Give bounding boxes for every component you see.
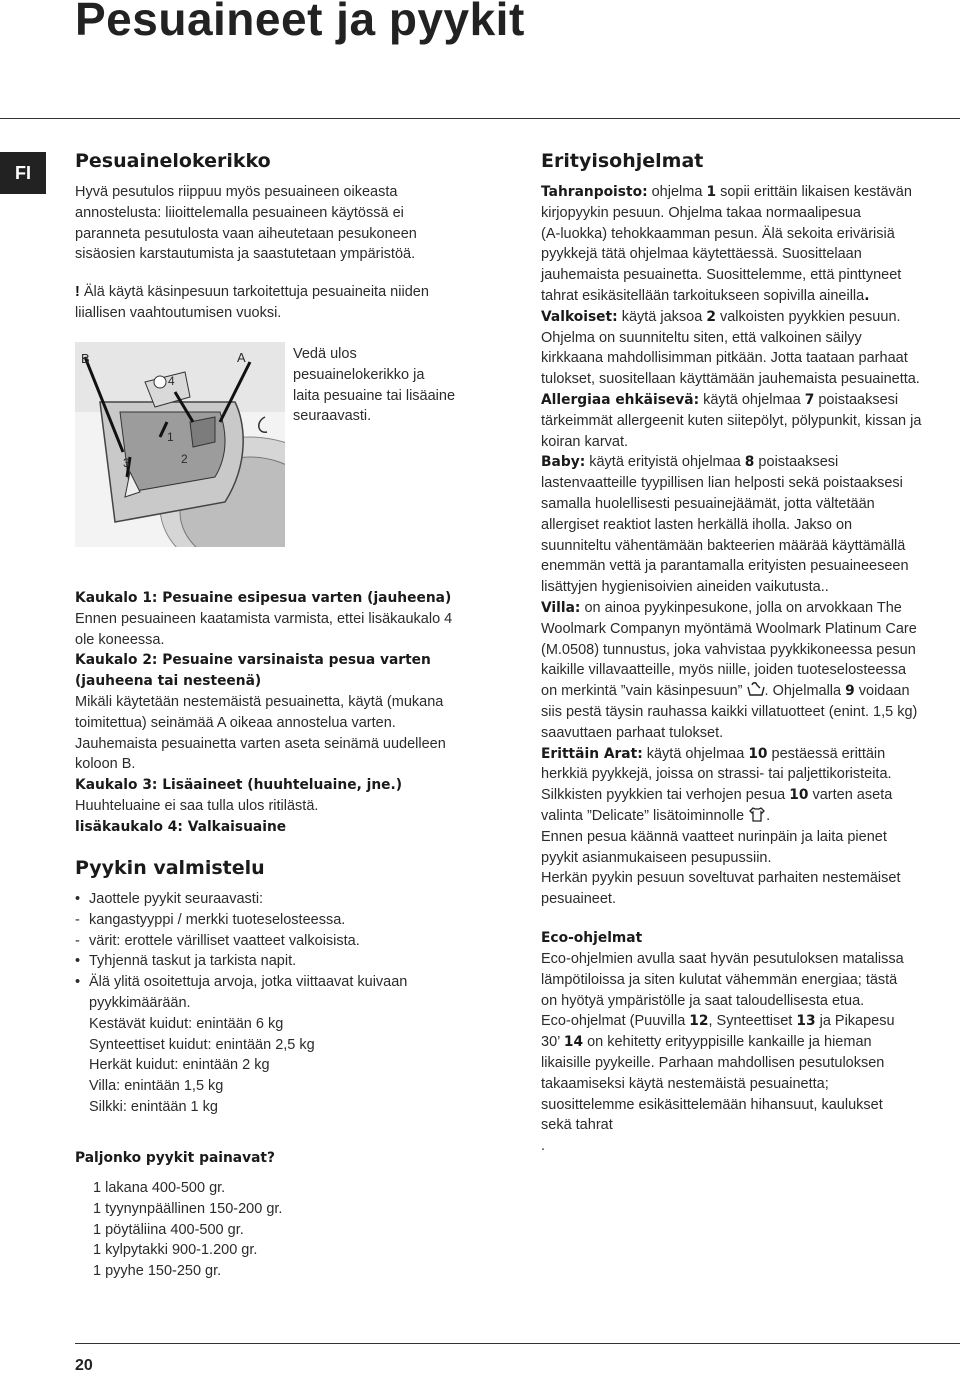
weight-item: 1 tyynynpäällinen 150-200 gr. (93, 1200, 283, 1217)
emphasis-text: 2 (706, 308, 716, 325)
emphasis-text: 10 (789, 787, 809, 804)
list-item (75, 931, 495, 952)
text-line (541, 473, 960, 494)
text-line (541, 390, 960, 411)
emphasis-text: Tahranpoisto: (541, 184, 648, 200)
compartment-2-title: Kaukalo 2: Pesuaine varsinaista pesua varten (75, 652, 431, 669)
body-text: . Ohjelmalla (764, 683, 846, 700)
text-line: annostelusta: liioittelemalla pesuaineen käytössä ei (75, 204, 404, 221)
text-line: pesuainelokerikko ja (293, 366, 425, 383)
body-text: koiran karvat. (541, 433, 629, 450)
emphasis-text: 9 (845, 683, 855, 700)
body-text: Herkän pyykin pesuun soveltuvat parhaiten nestemäiset (541, 870, 901, 887)
figure-label-4: 4 (168, 374, 175, 388)
list-item-text: värit: erottele värilliset vaatteet valkoisista. (89, 932, 360, 949)
delicate-shirt-icon (748, 807, 766, 822)
body-text: herkkiä pyykkejä, joissa on strassi- tai paljettikoristeita. (541, 766, 892, 783)
body-text: Ohjelma on suunniteltu siten, että valkoinen säilyy (541, 329, 862, 346)
list-item (75, 972, 495, 993)
body-text: Eco-ohjelmien avulla saat hyvän pesutuloksen matalissa (541, 951, 904, 967)
body-text: käytä ohjelmaa (642, 745, 749, 762)
body-text: on ainoa pyykinpesukone, jolla on arvokkaan The (580, 599, 902, 616)
list-item (75, 910, 495, 931)
text-line (541, 182, 960, 203)
capacity-line: Silkki: enintään 1 kg (89, 1098, 218, 1115)
text-line (541, 702, 960, 723)
body-text: tärkeimmät allergeenit kuten siitepölyt, pölypunkit, kissan ja (541, 412, 922, 429)
body-text: jauhemaista pesuainetta. Suosittelemme, että pinttyneet (541, 267, 902, 284)
warning-mark: ! (75, 284, 80, 300)
section-heading-laundry-prep: Pyykin valmistelu (75, 857, 265, 879)
figure-caption (293, 344, 483, 427)
weight-item: 1 lakana 400-500 gr. (93, 1180, 226, 1196)
text-line (541, 515, 960, 536)
body-text: saavuttaen parhaat tulokset. (541, 724, 724, 741)
text-line (541, 764, 960, 785)
list-item-text: kangastyyppi / merkki tuoteselosteessa. (89, 911, 346, 928)
body-text: lämpötiloissa ja siten kulutat vähemmän energiaa; tästä (541, 971, 898, 988)
body-text: kirkkaana mahdollisimman pitkään. Jotta taataan parhaat (541, 350, 908, 367)
text-line: Hyvä pesutulos riippuu myös pesuaineen oikeasta (75, 184, 398, 200)
list-item (75, 951, 495, 972)
body-text: 30’ (541, 1034, 564, 1051)
text-line (541, 286, 960, 307)
body-text: on merkintä ”vain käsinpesuun” (541, 683, 747, 700)
text-line: paranneta pesutulosta vaan aiheutetaan pesukoneen (75, 225, 417, 242)
warning-text: Älä käytä käsinpesuun tarkoitettuja pesuaineita niiden (83, 284, 429, 300)
body-text: lisättyjen hygienisoivien aineiden vaikutusta.. (541, 579, 829, 596)
compartment-3-title: Kaukalo 3: Lisäaineet (huuhteluaine, jne.) (75, 777, 403, 794)
text-line (75, 282, 485, 303)
figure-label-1: 1 (167, 430, 174, 444)
body-text: on kehitetty erityyppisille kankaille ja hieman (583, 1034, 872, 1051)
body-text: pestäessä erittäin (767, 745, 886, 762)
emphasis-text: 8 (744, 454, 755, 471)
body-text: , Synteettiset (708, 1013, 797, 1030)
emphasis-text: 7 (804, 391, 815, 408)
body-text: Silkkisten pyykkien tai verhojen pesua (541, 787, 790, 804)
text-line (541, 949, 960, 970)
emphasis-text: Erittäin Arat: (541, 745, 643, 762)
body-text: (A-luokka) tehokkaamman pesun. Älä sekoita erivärisiä (541, 225, 895, 242)
body-text: suunniteltu vähentämään bakteerien määrää käyttämällä (541, 537, 906, 554)
body-text: poistaaksesi (814, 391, 899, 408)
weight-item: 1 kylpytakki 900-1.200 gr. (93, 1242, 258, 1259)
body-text: varten aseta (808, 787, 893, 804)
detergent-drawer-illustration (75, 342, 285, 547)
text-line (541, 432, 960, 453)
list-marker: - (75, 911, 80, 928)
list-item-text: Jaottele pyykit seuraavasti: (89, 891, 264, 907)
text-line (541, 1011, 960, 1032)
body-text: Woolmark Companyn myöntämä Woolmark Platinum Care (541, 620, 917, 637)
body-text: pesuaineet. (541, 891, 616, 908)
page-number: 20 (75, 1357, 93, 1374)
body-text: pyykkejä tätä ohjelmaa käytettäessä. Suosittelaan (541, 246, 862, 263)
section-heading-detergent-drawer: Pesuainelokerikko (75, 150, 271, 172)
section-heading-special-programs: Erityisohjelmat (541, 150, 704, 172)
body-text: sopii erittäin likaisen kestävän (716, 184, 912, 200)
text-line: koloon B. (75, 756, 136, 773)
body-text: (M.0508) tunnustus, joka vahvistaa pyykkikoneessa pesun (541, 641, 916, 658)
body-text: pyykit asianmukaiseen pesupussiin. (541, 849, 772, 866)
handwash-symbol-icon (747, 682, 765, 697)
text-line (541, 1074, 960, 1095)
compartment-2-title-cont: (jauheena tai nesteenä) (75, 673, 262, 690)
list-item-text: Älä ylitä osoitettuja arvoja, jotka viittaavat kuivaan (89, 974, 408, 991)
body-text: ohjelma (647, 184, 707, 200)
laundry-prep-list (75, 889, 495, 1118)
emphasis-text: 12 (689, 1013, 709, 1030)
text-line (541, 1115, 960, 1136)
list-marker: - (75, 932, 80, 949)
body-text: takaamiseksi käytä nestemäistä pesuainetta; (541, 1075, 829, 1092)
emphasis-text: Valkoiset: (541, 308, 618, 325)
capacity-line: Synteettiset kuidut: enintään 2,5 kg (89, 1036, 315, 1053)
body-text: käytä erityistä ohjelmaa (585, 454, 745, 471)
text-line (541, 744, 960, 765)
emphasis-text: Baby: (541, 454, 586, 471)
text-line (541, 598, 960, 619)
body-text: . (766, 807, 771, 824)
text-line: Huuhteluaine ei saa tulla ulos ritilästä. (75, 797, 319, 814)
text-line (541, 681, 960, 702)
text-line (541, 536, 960, 557)
eco-programs-body (541, 949, 960, 1157)
list-marker: • (75, 891, 81, 907)
text-line: liiallisen vaahtoutumisen vuoksi. (75, 304, 282, 321)
text-line: Mikäli käytetään nestemäistä pesuainetta, käytä (mukana (75, 693, 444, 710)
text-line (541, 244, 960, 265)
intro-paragraph (75, 182, 485, 265)
text-line: laita pesuaine tai lisäaine (293, 387, 456, 404)
body-text: tulokset, suositellaan käyttämään jauhemaista pesuainetta. (541, 371, 920, 388)
body-text: likaisille pyykeille. Parhaan mahdollisen pesutuloksen (541, 1054, 885, 1071)
text-line (541, 827, 960, 848)
text-line (541, 307, 960, 328)
text-line (541, 1032, 960, 1053)
language-tab: FI (0, 152, 46, 194)
text-line: ole koneessa. (75, 631, 165, 648)
body-text: ja Pikapesu (815, 1013, 895, 1030)
emphasis-text: 10 (748, 745, 768, 762)
weight-item: 1 pöytäliina 400-500 gr. (93, 1221, 244, 1238)
list-item-cont: pyykkimäärään. (89, 994, 191, 1011)
text-line (541, 868, 960, 889)
body-text: lastenvaatteille tyypillisen lian helposti sekä poistaaksesi (541, 475, 903, 492)
text-line: Vedä ulos (293, 346, 357, 362)
text-line (541, 494, 960, 515)
text-line (541, 348, 960, 369)
body-text: käytä ohjelmaa (699, 391, 805, 408)
body-text: Ennen pesua käännä vaatteet nurinpäin ja laita pienet (541, 828, 887, 845)
body-text: . (541, 1138, 546, 1155)
text-line (541, 723, 960, 744)
text-line: Ennen pesuaineen kaatamista varmista, ettei lisäkaukalo 4 (75, 610, 453, 627)
body-text: enemmän vettä ja parantamalla erityisten pesuaineeseen (541, 558, 909, 575)
body-text: sekä tahrat (541, 1117, 613, 1134)
body-text: allergiset reaktiot lasten herkällä iholla. Jakso on (541, 516, 853, 533)
body-text: käytä jaksoa (617, 308, 707, 325)
body-text: valinta ”Delicate” lisätoiminnolle (541, 807, 749, 824)
text-line (541, 328, 960, 349)
weights-title: Paljonko pyykit painavat? (75, 1150, 276, 1166)
header-divider (0, 118, 960, 119)
text-line (541, 1136, 960, 1157)
text-line (541, 224, 960, 245)
drawer-drawing (75, 342, 285, 547)
text-line (541, 660, 960, 681)
text-line (541, 265, 960, 286)
emphasis-text: . (864, 287, 870, 304)
text-line (541, 1053, 960, 1074)
emphasis-text: Allergiaa ehkäisevä: (541, 391, 700, 408)
special-programs-body (541, 182, 960, 910)
capacity-line: Herkät kuidut: enintään 2 kg (89, 1057, 270, 1074)
body-text: on hyötyä ympäristölle ja saat taloudellisesta etua. (541, 992, 865, 1009)
warning-paragraph (75, 282, 485, 324)
capacity-line: Kestävät kuidut: enintään 6 kg (89, 1015, 284, 1032)
capacity-line: Villa: enintään 1,5 kg (89, 1078, 224, 1095)
body-text: voidaan (854, 683, 910, 700)
page-title: Pesuaineet ja pyykit (75, 0, 525, 45)
text-line (541, 577, 960, 598)
text-line (541, 369, 960, 390)
text-line (541, 619, 960, 640)
text-line (541, 970, 960, 991)
weights-list (75, 1178, 503, 1282)
body-text: suosittelemme esikäsittelemään hihansuut, kaulukset (541, 1096, 883, 1113)
text-line (541, 452, 960, 473)
text-line (541, 848, 960, 869)
body-text: tahrat esikäsitellään tarkoitukseen sopivilla aineilla (541, 287, 865, 304)
emphasis-text: 14 (563, 1034, 584, 1051)
text-line (541, 411, 960, 432)
body-text: kaikille villavaatteille, myös niille, joiden tuoteselosteessa (541, 662, 907, 679)
body-text: siis pestä täysin rauhassa kaikki villatuotteet (enint. 1,5 kg) (541, 703, 918, 720)
emphasis-text: Villa: (541, 599, 581, 616)
weight-item: 1 pyyhe 150-250 gr. (93, 1263, 222, 1280)
list-item (75, 889, 495, 910)
compartment-1-title: Kaukalo 1: Pesuaine esipesua varten (jauheena) (75, 590, 452, 606)
text-line (541, 1095, 960, 1116)
body-text: kirjopyykin pesuun. Ohjelma takaa normaalipesua (541, 204, 861, 221)
body-text: valkoisten pyykkien pesuun. (715, 308, 901, 325)
footer-divider (75, 1343, 960, 1344)
compartment-4-title: lisäkaukalo 4: Valkaisuaine (75, 818, 287, 835)
figure-label-b: B (81, 351, 90, 366)
emphasis-text: 1 (706, 184, 717, 200)
eco-heading: Eco-ohjelmat (541, 930, 643, 946)
compartments-section (75, 588, 495, 838)
text-line (541, 785, 960, 806)
text-line: toimitettua) seinämää A oikeaa annostelua varten. (75, 714, 396, 731)
text-line (541, 806, 960, 827)
text-line (541, 640, 960, 661)
body-text: poistaaksesi (754, 454, 839, 471)
text-line (541, 203, 960, 224)
figure-label-a: A (237, 350, 246, 365)
list-marker: • (75, 953, 81, 970)
text-line (541, 889, 960, 910)
text-line: sisäosien karstautumista ja saastutetaan ympäristöä. (75, 246, 416, 263)
list-item-text: Tyhjennä taskut ja tarkista napit. (89, 953, 297, 970)
body-text: samalla huolellisesti pesuainejäämät, jotta vältetään (541, 495, 875, 512)
text-line: seuraavasti. (293, 408, 372, 425)
text-line: Jauhemaista pesuainetta varten aseta seinämä uudelleen (75, 735, 446, 752)
list-marker: • (75, 974, 81, 991)
figure-label-3: 3 (123, 456, 130, 470)
emphasis-text: 13 (796, 1013, 816, 1030)
figure-label-2: 2 (181, 452, 188, 466)
body-text: Eco-ohjelmat (Puuvilla (541, 1013, 690, 1030)
text-line (541, 556, 960, 577)
text-line (541, 991, 960, 1012)
